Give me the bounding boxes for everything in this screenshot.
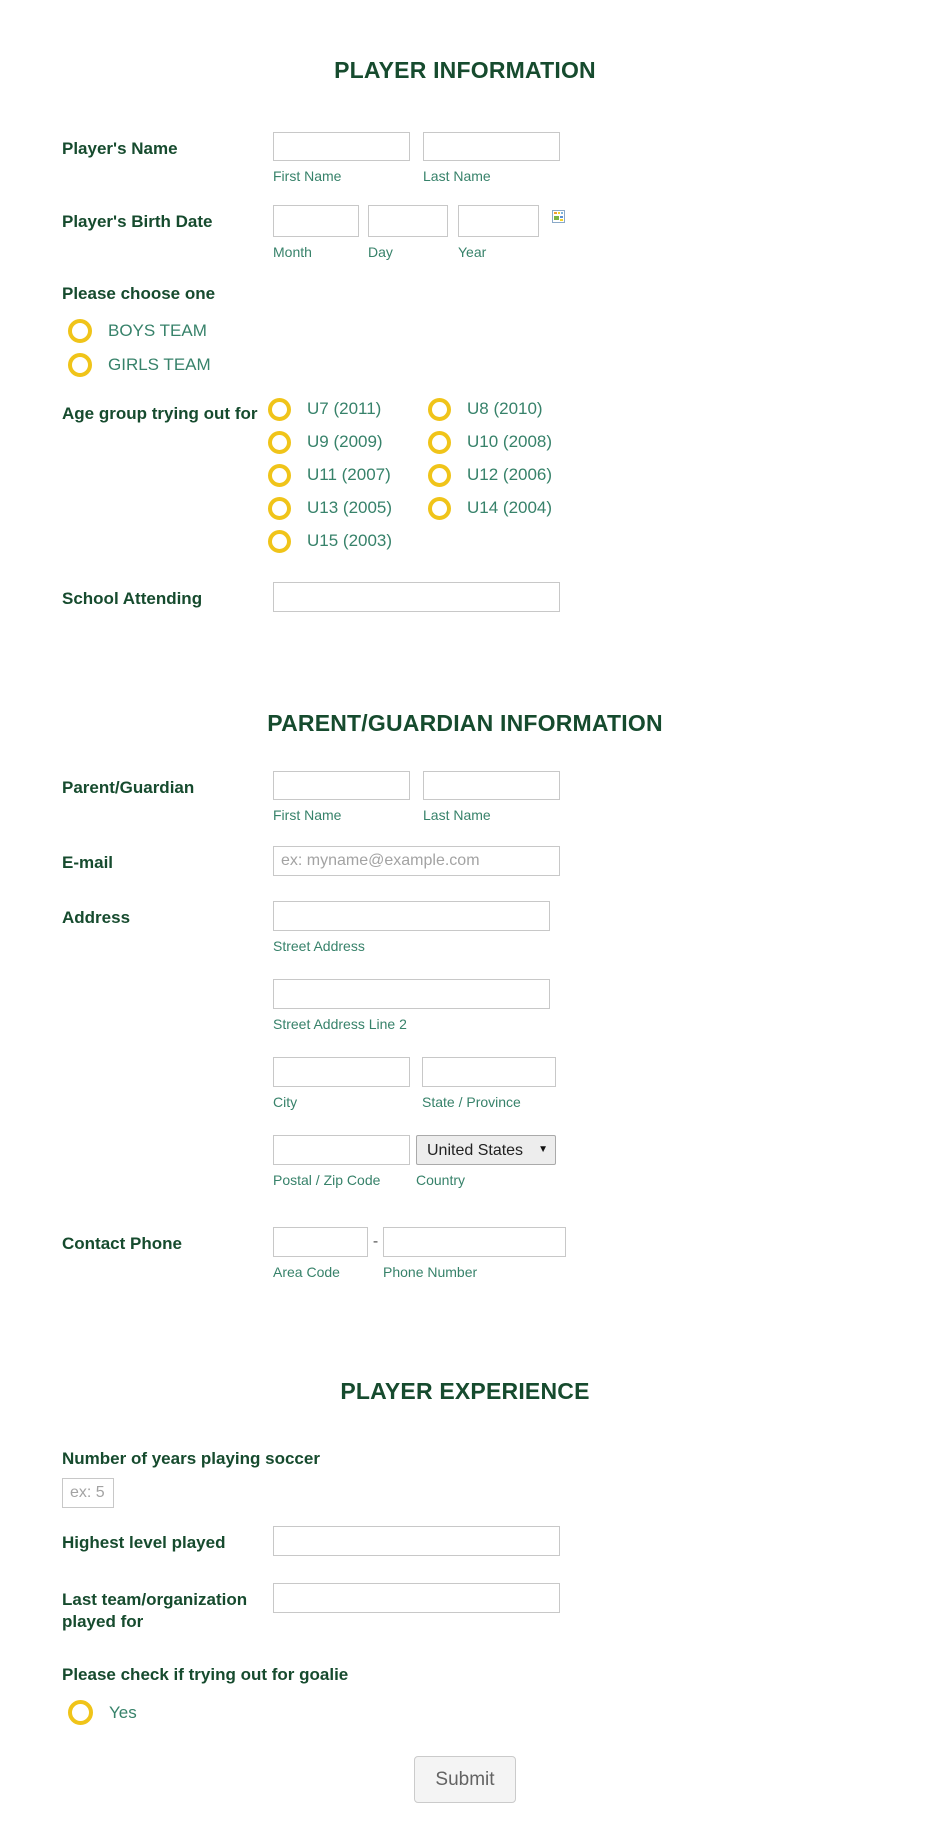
country-select-wrap xyxy=(416,1135,556,1165)
contact-phone-label: Contact Phone xyxy=(62,1234,182,1253)
age-option-u14 xyxy=(428,496,588,520)
birth-date-inputs xyxy=(273,205,565,260)
city-input[interactable] xyxy=(273,1057,410,1087)
age-u11-label: U11 (2007) xyxy=(307,465,391,484)
years-playing-label: Number of years playing soccer xyxy=(62,1449,320,1468)
school-attending-input-wrap xyxy=(273,582,560,612)
city-group xyxy=(273,1057,410,1110)
phone-number-group xyxy=(383,1227,566,1280)
age-option-u12 xyxy=(428,463,588,487)
state-sublabel: State / Province xyxy=(422,1094,521,1110)
highest-level-field xyxy=(0,1526,930,1556)
age-u11-radio[interactable] xyxy=(268,464,291,487)
age-u8-radio[interactable] xyxy=(428,398,451,421)
age-u10-radio[interactable] xyxy=(428,431,451,454)
age-u7-radio[interactable] xyxy=(268,398,291,421)
birth-year-input[interactable] xyxy=(458,205,539,237)
parent-last-name-input[interactable] xyxy=(423,771,560,800)
email-field xyxy=(0,846,930,876)
street-address-input[interactable] xyxy=(273,901,550,931)
birth-day-group xyxy=(368,205,448,260)
submit-button[interactable]: Submit xyxy=(414,1756,516,1803)
postal-country-group xyxy=(273,1135,556,1188)
age-u10-label: U10 (2008) xyxy=(467,432,553,451)
parent-last-name-group xyxy=(423,771,560,823)
parent-guardian-title: PARENT/GUARDIAN INFORMATION xyxy=(267,710,663,736)
age-option-u9 xyxy=(268,430,428,454)
players-birth-date-field xyxy=(0,205,930,260)
parent-first-name-group xyxy=(273,771,410,823)
submit-area xyxy=(0,1756,930,1830)
state-input[interactable] xyxy=(422,1057,556,1087)
birth-month-sublabel: Month xyxy=(273,244,312,260)
last-team-input[interactable] xyxy=(273,1583,560,1613)
country-sublabel: Country xyxy=(416,1172,466,1188)
postal-group xyxy=(273,1135,410,1188)
age-u14-radio[interactable] xyxy=(428,497,451,520)
player-first-name-sublabel: First Name xyxy=(273,168,342,184)
please-choose-one-label: Please choose one xyxy=(62,284,216,303)
school-attending-label: School Attending xyxy=(62,589,203,608)
contact-phone-field xyxy=(0,1227,930,1280)
address-inputs xyxy=(273,901,556,1188)
phone-number-sublabel: Phone Number xyxy=(383,1264,478,1280)
area-code-input[interactable] xyxy=(273,1227,368,1257)
player-last-name-input[interactable] xyxy=(423,132,560,161)
girls-team-option xyxy=(0,351,930,379)
birth-month-input[interactable] xyxy=(273,205,359,237)
area-code-group xyxy=(273,1227,368,1280)
age-u9-label: U9 (2009) xyxy=(307,432,383,451)
last-team-field xyxy=(0,1583,930,1633)
postal-code-sublabel: Postal / Zip Code xyxy=(273,1172,381,1188)
girls-team-label: GIRLS TEAM xyxy=(108,355,211,374)
girls-team-radio[interactable] xyxy=(68,353,92,377)
school-attending-field xyxy=(0,582,930,612)
age-u13-label: U13 (2005) xyxy=(307,498,393,517)
country-group xyxy=(416,1135,556,1188)
players-birth-date-label: Player's Birth Date xyxy=(62,212,213,231)
last-team-input-wrap xyxy=(273,1583,560,1613)
age-u15-radio[interactable] xyxy=(268,530,291,553)
highest-level-label: Highest level played xyxy=(62,1533,226,1552)
player-first-name-group xyxy=(273,132,410,184)
parent-guardian-field xyxy=(0,771,930,823)
player-last-name-group xyxy=(423,132,560,184)
street-address2-sublabel: Street Address Line 2 xyxy=(273,1016,407,1032)
age-u9-radio[interactable] xyxy=(268,431,291,454)
age-u12-label: U12 (2006) xyxy=(467,465,553,484)
birth-month-group xyxy=(273,205,359,260)
parent-name-inputs xyxy=(273,771,560,823)
birth-day-sublabel: Day xyxy=(368,244,393,260)
highest-level-input-wrap xyxy=(273,1526,560,1556)
boys-team-radio[interactable] xyxy=(68,319,92,343)
player-experience-title: PLAYER EXPERIENCE xyxy=(340,1378,590,1404)
age-group-label: Age group trying out for xyxy=(62,404,258,423)
age-option-u7 xyxy=(268,397,428,421)
phone-number-input[interactable] xyxy=(383,1227,566,1257)
boys-team-label: BOYS TEAM xyxy=(108,321,207,340)
goalie-yes-label: Yes xyxy=(109,1702,137,1722)
parent-first-name-sublabel: First Name xyxy=(273,807,342,823)
postal-code-input[interactable] xyxy=(273,1135,410,1165)
goalie-yes-radio[interactable] xyxy=(68,1700,93,1725)
age-group-field xyxy=(0,397,930,562)
phone-inputs xyxy=(273,1227,566,1280)
street-address-group xyxy=(273,901,556,954)
last-team-label: Last team/organization played for xyxy=(62,1590,248,1631)
players-name-field xyxy=(0,132,930,184)
age-option-u8 xyxy=(428,397,588,421)
phone-separator: - xyxy=(372,1233,379,1250)
players-name-label: Player's Name xyxy=(62,139,178,158)
street-address-sublabel: Street Address xyxy=(273,938,365,954)
parent-guardian-label: Parent/Guardian xyxy=(62,778,195,797)
player-last-name-sublabel: Last Name xyxy=(423,168,491,184)
boys-team-option xyxy=(0,317,930,345)
email-input[interactable] xyxy=(273,846,560,876)
school-attending-input[interactable] xyxy=(273,582,560,612)
city-sublabel: City xyxy=(273,1094,298,1110)
goalie-question-label: Please check if trying out for goalie xyxy=(62,1665,349,1684)
chevron-down-icon: ▼ xyxy=(538,1144,548,1155)
age-u14-label: U14 (2004) xyxy=(467,498,553,517)
age-option-u15 xyxy=(268,529,428,553)
spacer xyxy=(410,132,423,184)
calendar-icon[interactable] xyxy=(552,205,565,260)
age-u8-label: U8 (2010) xyxy=(467,399,543,418)
highest-level-input[interactable] xyxy=(273,1526,560,1556)
goalie-yes-option xyxy=(0,1700,930,1725)
address-field xyxy=(0,901,930,1188)
player-information-title: PLAYER INFORMATION xyxy=(334,57,596,83)
country-select[interactable] xyxy=(416,1135,556,1165)
state-group xyxy=(416,1057,556,1110)
age-group-options xyxy=(268,397,608,562)
age-option-u10 xyxy=(428,430,588,454)
email-input-wrap xyxy=(273,846,560,876)
address-label: Address xyxy=(62,908,131,927)
street-address2-group xyxy=(273,979,556,1032)
parent-first-name-input[interactable] xyxy=(273,771,410,800)
players-name-inputs xyxy=(273,132,560,184)
birth-day-input[interactable] xyxy=(368,205,448,237)
age-u7-label: U7 (2011) xyxy=(307,399,382,418)
city-state-group xyxy=(273,1057,556,1110)
email-label: E-mail xyxy=(62,853,114,872)
area-code-sublabel: Area Code xyxy=(273,1264,340,1280)
street-address2-input[interactable] xyxy=(273,979,550,1009)
spacer xyxy=(410,771,423,823)
age-u13-radio[interactable] xyxy=(268,497,291,520)
parent-last-name-sublabel: Last Name xyxy=(423,807,491,823)
years-playing-input[interactable] xyxy=(62,1478,114,1508)
age-u15-label: U15 (2003) xyxy=(307,531,393,550)
age-u12-radio[interactable] xyxy=(428,464,451,487)
player-first-name-input[interactable] xyxy=(273,132,410,161)
birth-year-sublabel: Year xyxy=(458,244,487,260)
birth-year-group xyxy=(458,205,539,260)
age-option-u11 xyxy=(268,463,428,487)
age-option-u13 xyxy=(268,496,428,520)
